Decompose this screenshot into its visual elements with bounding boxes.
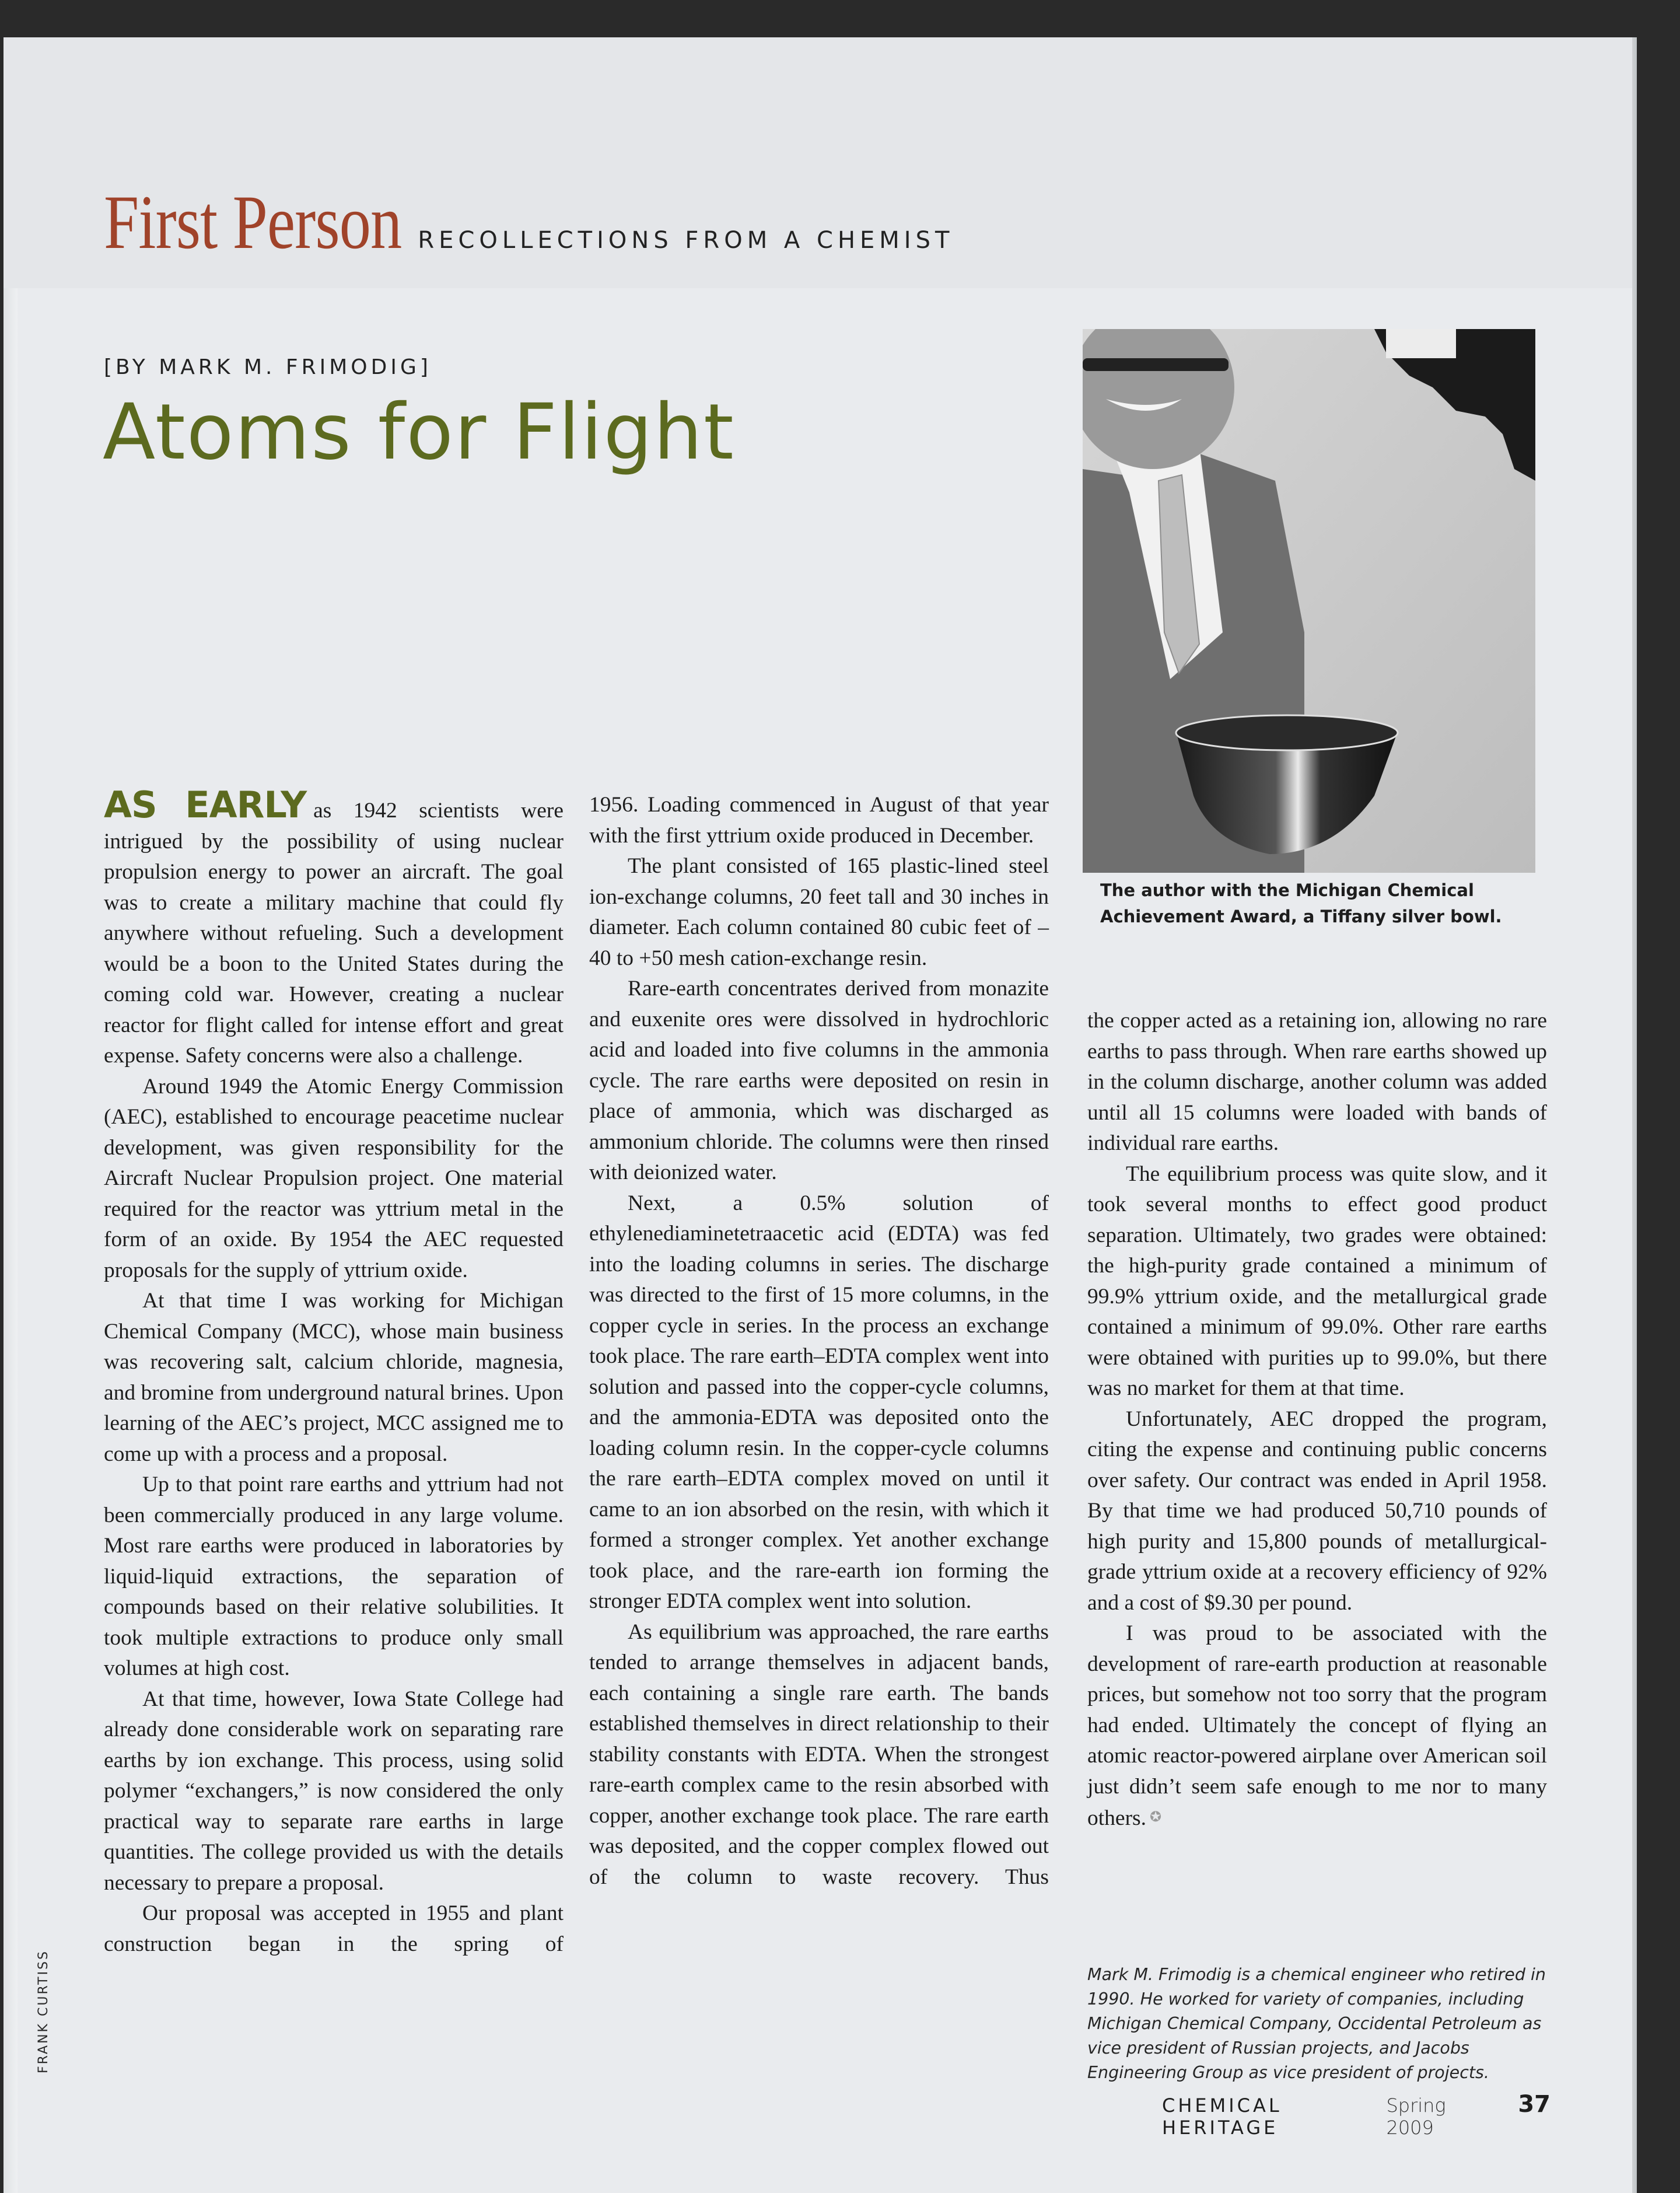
paragraph: At that time I was working for Michigan Chemical Company (MCC), whose main business was recovering salt, calcium chloride, magnesia, and bromine from underground natural brines. Upon learning of the AEC’s project, MCC assigned me to come up with a process and a proposal. (104, 1289, 564, 1466)
magazine-page (4, 37, 1637, 2193)
headline: Atoms for Flight (103, 387, 735, 477)
paragraph: At that time, however, Iowa State College had already done considerable work on separating rare earths by ion exchange. This process, using solid polymer “exchangers,” is now considered the only practical way to separate rare earths in large quantities. The college provided us with the details necessary to prepare a proposal. (104, 1687, 564, 1895)
paragraph: Unfortunately, AEC dropped the program, citing the expense and continuing public concerns over safety. Our contract was ended in April 1958. By that time we had produced 50,710 pounds of high purity and 15,800 pounds of metallurgical-grade yttrium oxide at a recovery efficiency of 92% and a cost of $9.30 per pound. (1087, 1407, 1547, 1615)
paragraph: Rare-earth concentrates derived from monazite and euxenite ores were dissolved in hydrochloric acid and loaded into five columns in the ammonia cycle. The rare earths were deposited on resin in place of ammonia, which was discharged as ammonium chloride. The columns were then rinsed with deionized water. (589, 977, 1049, 1184)
show-through-text (196, 492, 1071, 597)
page-footer (1162, 2091, 1550, 2139)
paragraph: Up to that point rare earths and yttrium had not been commercially produced in any large volume. Most rare earths were produced in laboratories by liquid-liquid extractions, the separation of compounds based on their relative solubilities. It took multiple extractions to produce only small volumes at high cost. (104, 1473, 564, 1680)
glasses (1083, 358, 1228, 371)
article-column-2 (589, 790, 1049, 1893)
paragraph: As equilibrium was approached, the rare earths tended to arrange themselves in adjacent bands, each containing a single rare earth. The bands established themselves in direct relationship to their stability constants with EDTA. When the strongest rare-earth complex came to the resin absorbed with copper, another exchange took place. The rare earth was deposited, and the copper complex flowed out of the column to waste recovery. Thus (589, 1620, 1049, 1889)
paragraph: I was proud to be associated with the development of rare-earth production at reasonable prices, but somehow not too sorry that the program had ended. Ultimately the concept of flying an atomic reactor-powered airplane over American soil just didn’t seem safe enough to me nor to many others. ✪ (1087, 1621, 1547, 1830)
end-of-article-icon: ✪ (1150, 1810, 1162, 1825)
section-title: First Person (104, 179, 402, 265)
paragraph: Our proposal was accepted in 1955 and plant construction began in the spring of (104, 1901, 564, 1956)
page-edge (1632, 37, 1637, 2193)
paragraph: The equilibrium process was quite slow, and it took several months to effect good product separation. Ultimately, two grades were obtained: the high-purity grade contained a minimum of 99.9% yttrium oxide, and the metallurgical grade contained a minimum of 99.0%. Other rare earths were obtained with purities up to 99.0%, but there was no market for them at that time. (1087, 1162, 1547, 1400)
paragraph: Around 1949 the Atomic Energy Commission (AEC), established to encourage peacetime nuclear development, was given responsibility for the Aircraft Nuclear Propulsion project. One material required for the reactor was yttrium metal in the form of an oxide. By 1954 the AEC requested proposals for the supply of yttrium oxide. (104, 1074, 564, 1282)
page-number: 37 (1518, 2091, 1550, 2118)
paragraph: 1956. Loading commenced in August of that year with the first yttrium oxide produced in December. (589, 793, 1049, 848)
author-bio: Mark M. Frimodig is a chemical engineer who retired in 1990. He worked for variety of companies, including Michigan Chemical Company, Occidental Petroleum as vice president of Russian projects, and Jacobs Engineering Group as vice president of projects. (1087, 1965, 1546, 2082)
paragraph: AS EARLY as 1942 scientists were intrigued by the possibility of using nuclear propulsion energy to power an aircraft. The goal was to create a military machine that could fly anywhere without refueling. Such a development would be a boon to the United States during the coming cold war. However, creating a nuclear reactor for flight called for intense effort and great expense. Safety concerns were also a challenge. (104, 784, 564, 1068)
article-column-3 (1087, 1006, 1547, 1834)
byline: [BY MARK M. FRIMODIG] (104, 355, 432, 379)
photo-caption: The author with the Michigan Chemical Achievement Award, a Tiffany silver bowl. (1100, 880, 1502, 926)
paragraph: The plant consisted of 165 plastic-lined steel ion-exchange columns, 20 feet tall and 30 inches in diameter. Each column contained 80 cubic feet of –40 to +50 mesh cation-exchange resin. (589, 854, 1049, 970)
author-photo (1083, 329, 1535, 873)
binding-strip (4, 37, 18, 2193)
issue-date: Spring 2009 (1386, 2094, 1446, 2139)
paragraph: Next, a 0.5% solution of ethylenediaminetetraacetic acid (EDTA) was fed into the loading columns in series. The discharge was directed to the first of 15 more columns, in the copper cycle in series. In the process an exchange took place. The rare earth–EDTA complex went into solution and passed into the copper-cycle columns, and the ammonia-EDTA was deposited onto the loading column resin. In the copper-cycle columns the rare earth–EDTA complex moved on until it came to an ion absorbed on the resin, with which it formed a stronger complex. Yet another exchange took place, and the rare-earth ion forming the stronger EDTA complex went into solution. (589, 1191, 1049, 1613)
article-column-1 (104, 784, 564, 1960)
lead-in: AS EARLY (104, 784, 307, 826)
magazine-name: CHEMICAL HERITAGE (1162, 2094, 1282, 2139)
paragraph: the copper acted as a retaining ion, allowing no rare earths to pass through. When rare earths showed up in the column discharge, another column was added until all 15 columns were loaded with bands of individual rare earths. (1087, 1009, 1547, 1155)
author-photo-image (1083, 329, 1535, 873)
section-subtitle: RECOLLECTIONS FROM A CHEMIST (418, 227, 954, 254)
photo-credit: FRANK CURTISS (36, 1950, 51, 2073)
section-header (104, 177, 954, 267)
